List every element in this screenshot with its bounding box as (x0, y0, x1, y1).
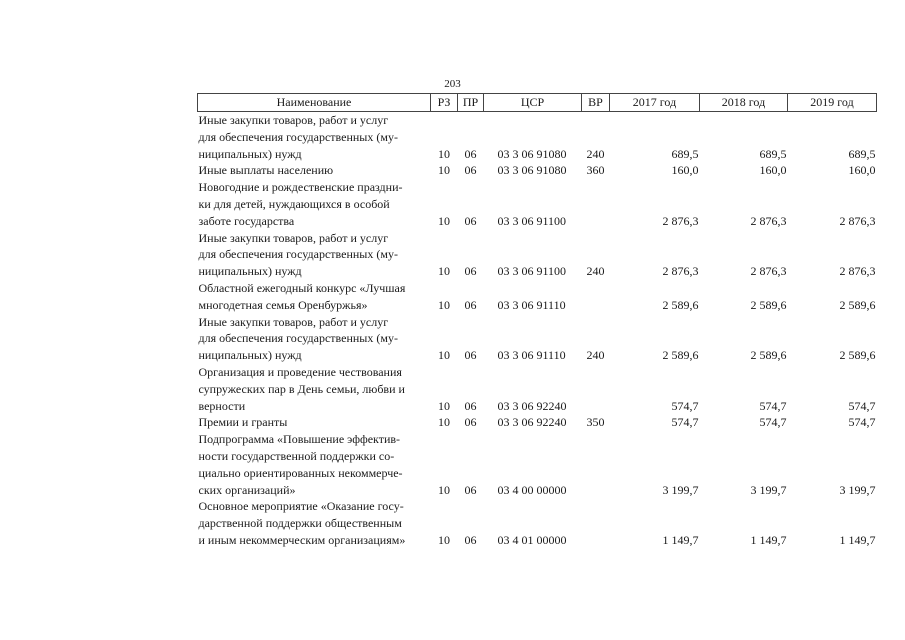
cell-vr: 350 (586, 415, 605, 430)
cell-y2018: 2 589,6 (750, 348, 787, 363)
header-2017: 2017 год (610, 94, 700, 112)
cell-pr: 06 (464, 297, 477, 312)
cell-pr: 06 (464, 146, 477, 161)
header-rz: РЗ (431, 94, 458, 112)
row-name-line: ских организаций» (198, 482, 296, 497)
row-name-line: верности (198, 398, 246, 413)
table-row (198, 364, 877, 414)
table-row (198, 314, 877, 364)
row-name-line: для обеспечения государственных (му- (198, 247, 398, 262)
cell-y2019: 2 589,6 (839, 348, 876, 363)
cell-y2018: 2 876,3 (750, 264, 787, 279)
row-name-line: ниципальных) нужд (198, 146, 302, 161)
cell-pr: 06 (464, 264, 477, 279)
cell-vr (582, 280, 610, 314)
row-name-line: Организация и проведение чествования (198, 364, 402, 379)
header-vr: ВР (582, 94, 610, 112)
cell-csr: 03 3 06 92240 (497, 415, 567, 430)
table-row (198, 280, 877, 314)
row-name (198, 179, 431, 229)
row-name-line: многодетная семья Оренбуржья» (198, 297, 368, 312)
row-name-line: для обеспечения государственных (му- (198, 331, 398, 346)
header-pr: ПР (458, 94, 484, 112)
cell-y2019: 2 876,3 (839, 264, 876, 279)
cell-csr: 03 3 06 91100 (497, 264, 567, 279)
cell-y2019: 2 589,6 (839, 297, 876, 312)
row-name-line: и иным некоммерческим организациям» (198, 532, 406, 547)
cell-rz: 10 (438, 163, 450, 178)
cell-y2018: 574,7 (759, 398, 787, 413)
cell-vr: 360 (586, 163, 605, 178)
cell-y2017: 3 199,7 (662, 482, 699, 497)
row-name-line: заботе государства (198, 213, 295, 228)
cell-y2017: 2 876,3 (662, 264, 699, 279)
cell-y2018: 1 149,7 (750, 532, 787, 547)
cell-csr: 03 3 06 92240 (497, 398, 567, 413)
row-name-line: Основное мероприятие «Оказание госу- (198, 499, 404, 514)
row-name (198, 498, 431, 548)
cell-rz: 10 (438, 146, 450, 161)
table-row (198, 112, 877, 163)
table-row (198, 162, 877, 179)
cell-pr: 06 (464, 398, 477, 413)
cell-y2018: 3 199,7 (750, 482, 787, 497)
cell-y2019: 160,0 (848, 163, 876, 178)
cell-y2019: 574,7 (848, 415, 876, 430)
cell-rz: 10 (438, 482, 450, 497)
cell-y2019: 689,5 (848, 146, 876, 161)
row-name (198, 280, 431, 314)
cell-rz: 10 (438, 532, 450, 547)
cell-vr (582, 431, 610, 498)
cell-csr: 03 4 00 00000 (497, 482, 567, 497)
cell-pr: 06 (464, 532, 477, 547)
row-name (198, 162, 431, 179)
cell-y2017: 574,7 (671, 415, 699, 430)
cell-csr: 03 4 01 00000 (497, 532, 567, 547)
row-name-line: Иные закупки товаров, работ и услуг (198, 230, 389, 245)
cell-y2017: 574,7 (671, 398, 699, 413)
cell-rz: 10 (438, 398, 450, 413)
cell-y2017: 2 589,6 (662, 348, 699, 363)
cell-y2017: 2 876,3 (662, 213, 699, 228)
cell-csr: 03 3 06 91100 (497, 213, 567, 228)
cell-y2019: 574,7 (848, 398, 876, 413)
row-name-line: для обеспечения государственных (му- (198, 129, 398, 144)
cell-vr (582, 179, 610, 229)
table-body (198, 112, 877, 549)
table-row (198, 230, 877, 280)
cell-y2019: 2 876,3 (839, 213, 876, 228)
row-name (198, 414, 431, 431)
cell-rz: 10 (438, 348, 450, 363)
table-row (198, 179, 877, 229)
row-name-line: Новогодние и рождественские праздни- (198, 180, 403, 195)
cell-rz: 10 (438, 415, 450, 430)
cell-rz: 10 (438, 264, 450, 279)
page-number: 203 (444, 78, 461, 90)
cell-y2018: 574,7 (759, 415, 787, 430)
row-name-line: Иные закупки товаров, работ и услуг (198, 314, 389, 329)
row-name-line: супружеских пар в День семьи, любви и (198, 381, 405, 396)
cell-vr (582, 498, 610, 548)
cell-pr: 06 (464, 213, 477, 228)
cell-vr: 240 (586, 264, 605, 279)
cell-csr: 03 3 06 91080 (497, 146, 567, 161)
table-header (198, 94, 877, 112)
cell-pr: 06 (464, 415, 477, 430)
row-name-line: Подпрограмма «Повышение эффектив- (198, 432, 401, 447)
cell-pr: 06 (464, 348, 477, 363)
cell-vr (582, 364, 610, 414)
cell-y2018: 2 876,3 (750, 213, 787, 228)
cell-vr: 240 (586, 146, 605, 161)
cell-y2017: 1 149,7 (662, 532, 699, 547)
row-name-line: ниципальных) нужд (198, 264, 302, 279)
header-csr: ЦСР (484, 94, 582, 112)
cell-y2017: 160,0 (671, 163, 699, 178)
row-name (198, 314, 431, 364)
row-name-line: ки для детей, нуждающихся в особой (198, 196, 390, 211)
cell-y2018: 2 589,6 (750, 297, 787, 312)
header-2018: 2018 год (700, 94, 788, 112)
row-name-line: Областной ежегодный конкурс «Лучшая (198, 280, 406, 295)
cell-pr: 06 (464, 163, 477, 178)
row-name (198, 431, 431, 498)
cell-vr: 240 (586, 348, 605, 363)
row-name-line: циально ориентированных некоммерче- (198, 465, 403, 480)
cell-csr: 03 3 06 91080 (497, 163, 567, 178)
row-name-line: ности государственной поддержки со- (198, 448, 395, 463)
row-name (198, 364, 431, 414)
cell-y2017: 689,5 (671, 146, 699, 161)
row-name-line: Иные закупки товаров, работ и услуг (198, 113, 389, 127)
row-name-line: Премии и гранты (198, 415, 288, 430)
cell-csr: 03 3 06 91110 (497, 297, 566, 312)
row-name-line: дарственной поддержки общественным (198, 516, 402, 531)
row-name-line: Иные выплаты населению (198, 163, 334, 178)
table-row (198, 431, 877, 498)
row-name (198, 230, 431, 280)
cell-y2019: 1 149,7 (839, 532, 876, 547)
row-name (198, 112, 431, 163)
budget-table (197, 93, 877, 549)
cell-y2018: 689,5 (759, 146, 787, 161)
cell-csr: 03 3 06 91110 (497, 348, 566, 363)
header-name: Наименование (198, 94, 431, 112)
table-row (198, 498, 877, 548)
cell-pr: 06 (464, 482, 477, 497)
cell-y2019: 3 199,7 (839, 482, 876, 497)
header-2019: 2019 год (788, 94, 877, 112)
cell-rz: 10 (438, 297, 450, 312)
cell-rz: 10 (438, 213, 450, 228)
row-name-line: ниципальных) нужд (198, 348, 302, 363)
cell-y2017: 2 589,6 (662, 297, 699, 312)
cell-y2018: 160,0 (759, 163, 787, 178)
table-row (198, 414, 877, 431)
